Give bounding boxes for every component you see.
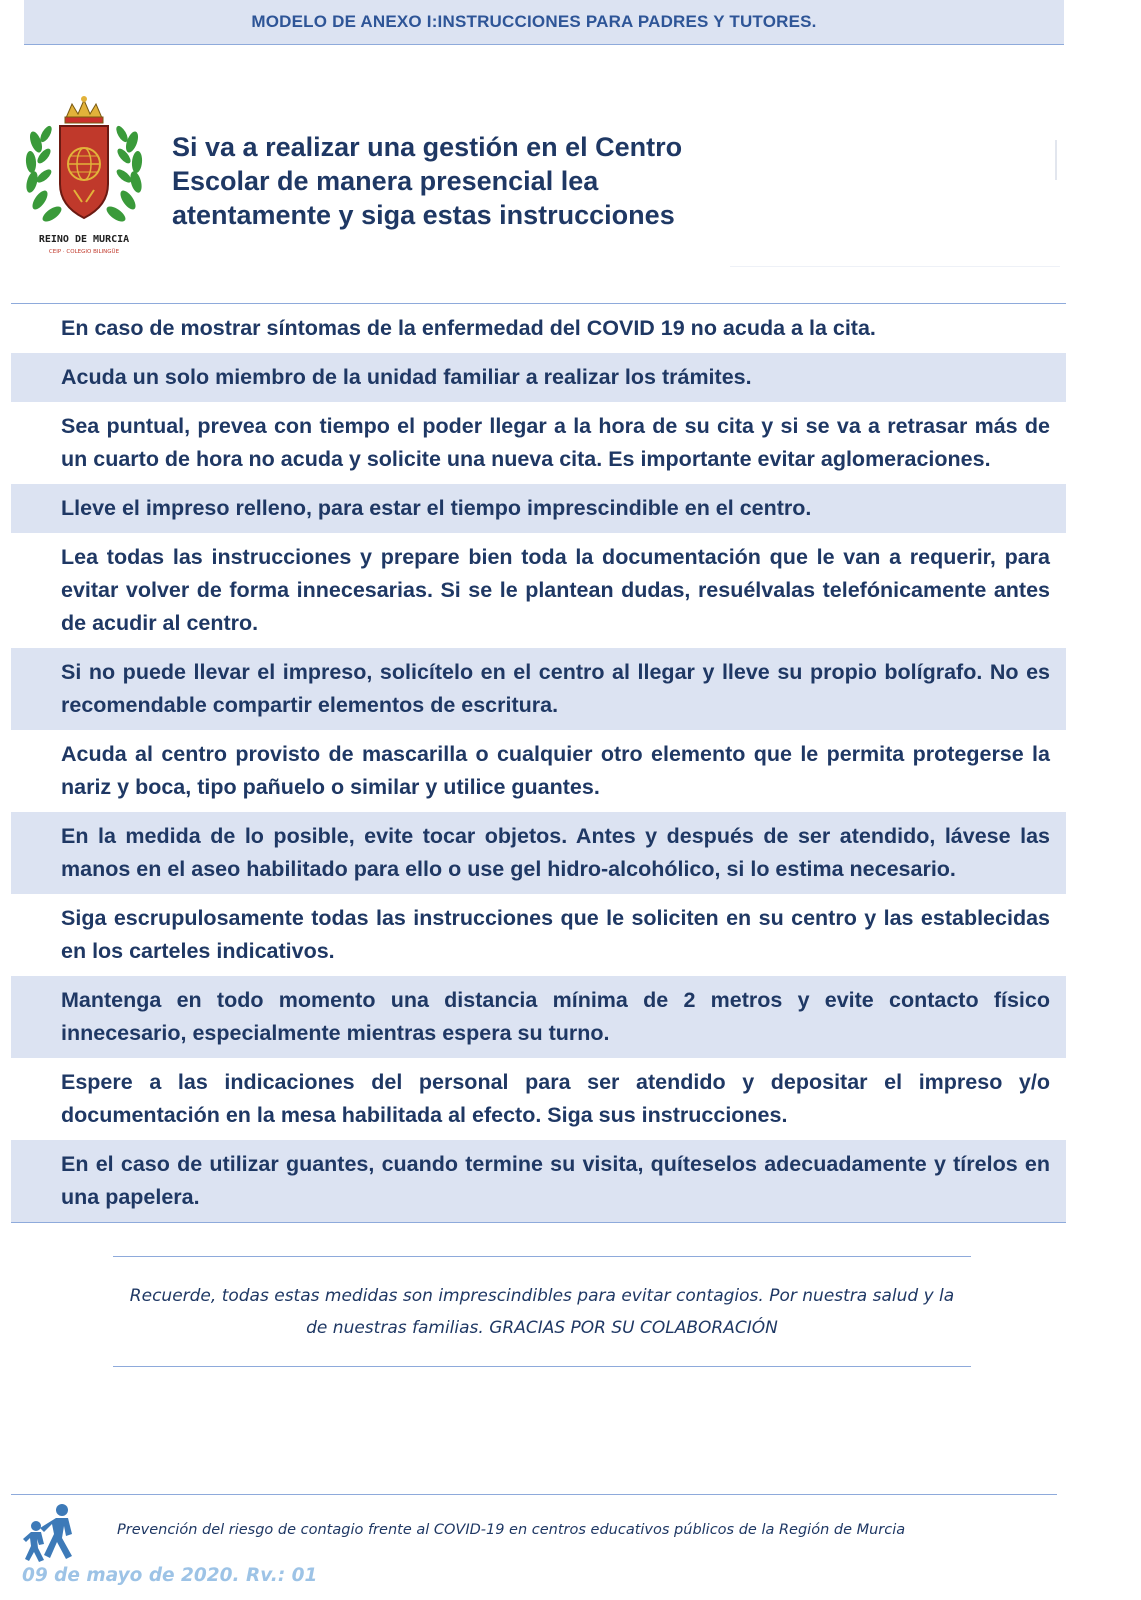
page-headline: Si va a realizar una gestión en el Centro Escolar de manera presencial lea atentamente y siga estas instrucciones (172, 132, 683, 230)
instruction-item: En caso de mostrar síntomas de la enfermedad del COVID 19 no acuda a la cita. (61, 316, 876, 340)
reminder-text: Recuerde, todas estas medidas son imprescindibles para evitar contagios. Por nuestra salud y la de nuestras familias. GRACIAS POR SU COLABORACIÓN (129, 1285, 955, 1338)
document-title: MODELO DE ANEXO I:INSTRUCCIONES PARA PADRES Y TUTORES. (251, 12, 817, 31)
instruction-item: Si no puede llevar el impreso, solicítelo en el centro al llegar y lleve su propio bolígrafo. No es recomendable compartir elementos de escritura. (11, 648, 1066, 730)
instruction-item: Lleve el impreso relleno, para estar el tiempo imprescindible en el centro. (11, 484, 1066, 533)
instruction-item: Sea puntual, prevea con tiempo el poder llegar a la hora de su cita y si se va a retrasar más de un cuarto de hora no acuda y solicite una nueva cita. Es importante evitar aglomeraciones. (61, 414, 1050, 471)
instruction-item: Siga escrupulosamente todas las instrucciones que le soliciten en su centro y las establecidas en los carteles indicativos. (61, 906, 1050, 963)
footer-prevention-text: Prevención del riesgo de contagio frente al COVID-19 en centros educativos públicos de la Región de Murcia (117, 1522, 906, 1538)
faint-mark (1055, 140, 1057, 180)
footer-date-revision: 09 de mayo de 2020. Rv.: 01 (22, 1565, 318, 1586)
instructions-list (11, 303, 1066, 1223)
svg-text:CEIP · COLEGIO BILINGÜE: CEIP · COLEGIO BILINGÜE (48, 249, 120, 255)
footer-divider (11, 1494, 1057, 1495)
instruction-item: En la medida de lo posible, evite tocar objetos. Antes y después de ser atendido, lávese las manos en el aseo habilitado para ello o use gel hidro-alcohólico, si lo estima necesario. (11, 812, 1066, 894)
instruction-item: Lea todas las instrucciones y prepare bien toda la documentación que le van a requerir, para evitar volver de forma innecesarias. Si se le plantean dudas, resuélvalas telefónicamente antes de acudir al centro. (61, 545, 1050, 635)
reminder-box (113, 1256, 971, 1367)
instruction-item: Acuda al centro provisto de mascarilla o cualquier otro elemento que le permita protegerse la nariz y boca, tipo pañuelo o similar y utilice guantes. (61, 742, 1050, 799)
instruction-item: Espere a las indicaciones del personal para ser atendido y depositar el impreso y/o documentación en la mesa habilitada al efecto. Siga sus instrucciones. (61, 1070, 1050, 1127)
instruction-item: Mantenga en todo momento una distancia mínima de 2 metros y evite contacto físico innecesario, especialmente mientras espera su turno. (11, 976, 1066, 1058)
faint-divider (730, 266, 1060, 267)
children-running-icon (22, 1502, 86, 1564)
svg-text:REINO DE MURCIA: REINO DE MURCIA (38, 234, 130, 245)
document-header (24, 0, 1064, 45)
school-crest-icon (22, 94, 146, 262)
instruction-item: Acuda un solo miembro de la unidad familiar a realizar los trámites. (11, 353, 1066, 402)
instruction-item: En el caso de utilizar guantes, cuando termine su visita, quíteselos adecuadamente y tírelos en una papelera. (11, 1140, 1066, 1222)
